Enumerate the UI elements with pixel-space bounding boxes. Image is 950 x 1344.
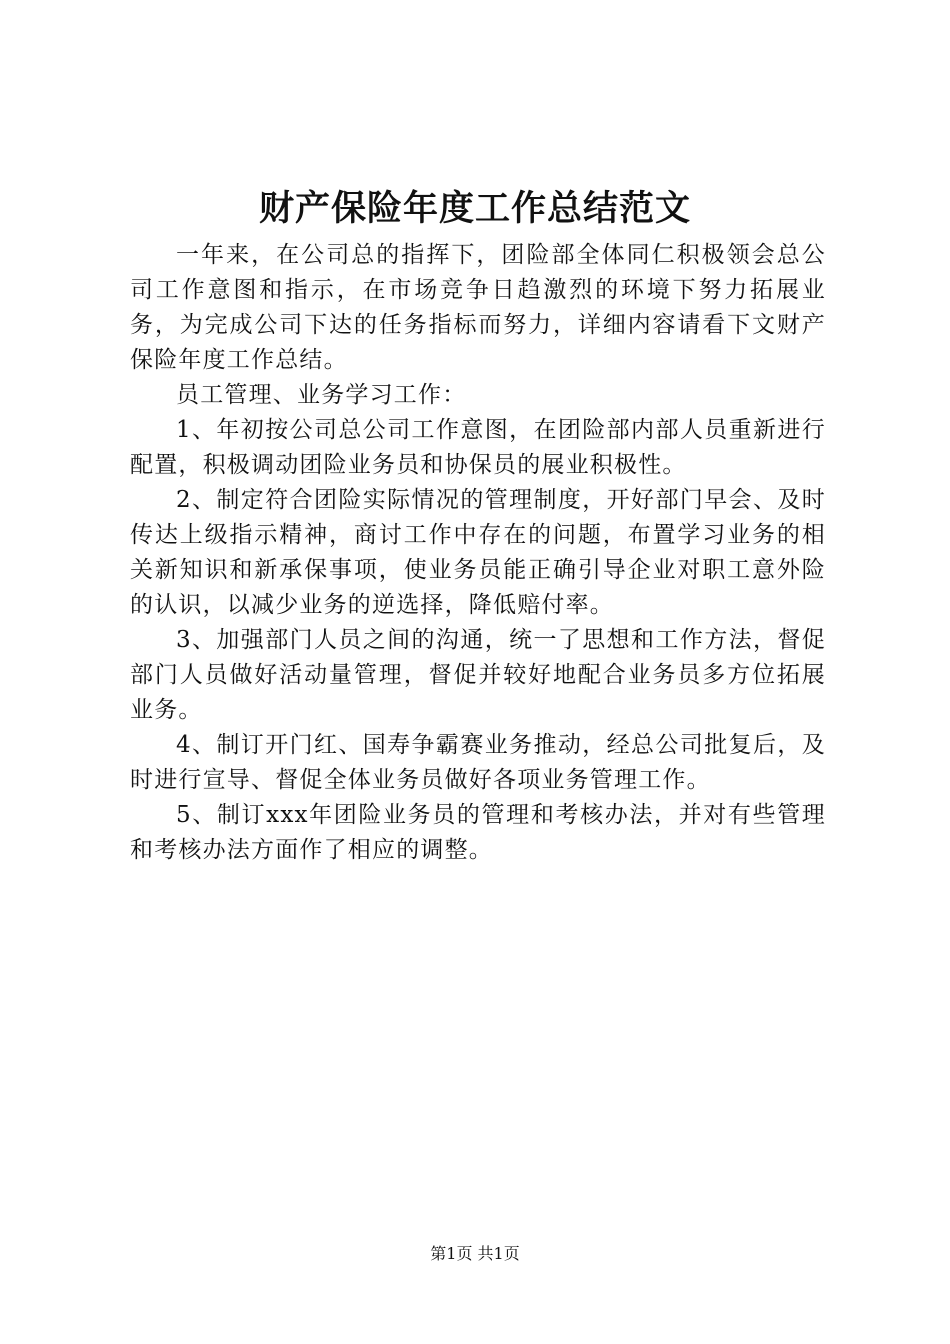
intro-paragraph: 一年来，在公司总的指挥下，团险部全体同仁积极领会总公司工作意图和指示，在市场竞争日趋激烈的环境下努力拓展业务，为完成公司下达的任务指标而努力，详细内容请看下文财产保险年度工作总结。 bbox=[130, 242, 826, 373]
document-title: 财产保险年度工作总结范文 bbox=[258, 188, 691, 229]
list-item-4: 4、制订开门红、国寿争霸赛业务推动，经总公司批复后，及时进行宣导、督促全体业务员做好各项业务管理工作。 bbox=[130, 732, 826, 793]
list-item-1: 1、年初按公司总公司工作意图，在团险部内部人员重新进行配置，积极调动团险业务员和协保员的展业积极性。 bbox=[130, 417, 826, 478]
document-body bbox=[130, 238, 826, 868]
list-item-2: 2、制定符合团险实际情况的管理制度，开好部门早会、及时传达上级指示精神，商讨工作中存在的问题，布置学习业务的相关新知识和新承保事项，使业务员能正确引导企业对职工意外险的认识，以减少业务的逆选择，降低赔付率。 bbox=[130, 487, 826, 618]
section-heading: 员工管理、业务学习工作： bbox=[176, 382, 467, 408]
list-item-3: 3、加强部门人员之间的沟通，统一了思想和工作方法，督促部门人员做好活动量管理，督促并较好地配合业务员多方位拓展业务。 bbox=[130, 627, 826, 723]
list-item-5: 5、制订xxx年团险业务员的管理和考核办法，并对有些管理和考核办法方面作了相应的调整。 bbox=[130, 802, 826, 863]
page-footer: 第1页 共1页 bbox=[430, 1244, 520, 1263]
